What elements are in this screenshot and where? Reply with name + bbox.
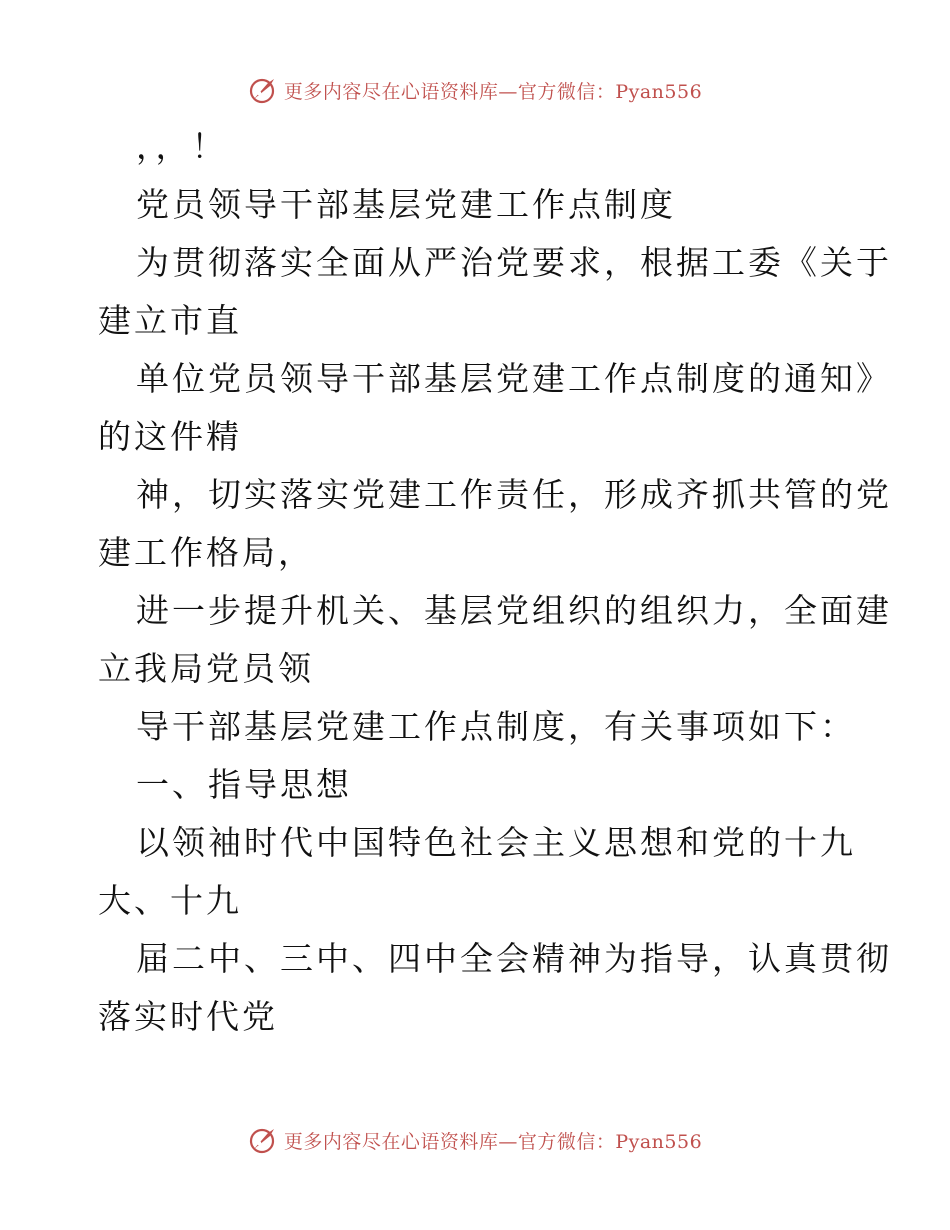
text-line: 单位党员领导干部基层党建工作点制度的通知》 bbox=[136, 359, 892, 398]
text-line: 建立市直 bbox=[98, 301, 242, 340]
text-line: 建工作格局， bbox=[98, 533, 314, 572]
text-line: 党员领导干部基层党建工作点制度 bbox=[136, 185, 676, 224]
text-line: 为贯彻落实全面从严治党要求，根据工委《关于 bbox=[136, 243, 892, 282]
text-line: 大、十九 bbox=[98, 881, 242, 920]
footer-banner bbox=[0, 1122, 950, 1158]
text-line: 的这件精 bbox=[98, 417, 242, 456]
text-line: 进一步提升机关、基层党组织的组织力，全面建 bbox=[136, 591, 892, 630]
header-banner-text: 更多内容尽在心语资料库—官方微信：Pyan556 bbox=[283, 80, 703, 103]
text-line: 落实时代党 bbox=[98, 997, 278, 1036]
text-line: 一、指导思想 bbox=[136, 765, 352, 804]
text-line: 以领袖时代中国特色社会主义思想和党的十九 bbox=[136, 823, 856, 862]
header-banner bbox=[0, 72, 950, 108]
footer-banner-text: 更多内容尽在心语资料库—官方微信：Pyan556 bbox=[283, 1130, 703, 1153]
quill-pen-logo-icon bbox=[248, 75, 278, 105]
text-line: 立我局党员领 bbox=[98, 649, 314, 688]
text-line: 届二中、三中、四中全会精神为指导，认真贯彻 bbox=[136, 939, 892, 978]
text-line: 导干部基层党建工作点制度，有关事项如下： bbox=[136, 707, 856, 746]
text-line: 神，切实落实党建工作责任，形成齐抓共管的党 bbox=[136, 475, 892, 514]
quill-pen-logo-icon bbox=[248, 1125, 278, 1155]
document-body bbox=[98, 118, 892, 1046]
text-line: ，，！ bbox=[136, 127, 228, 166]
